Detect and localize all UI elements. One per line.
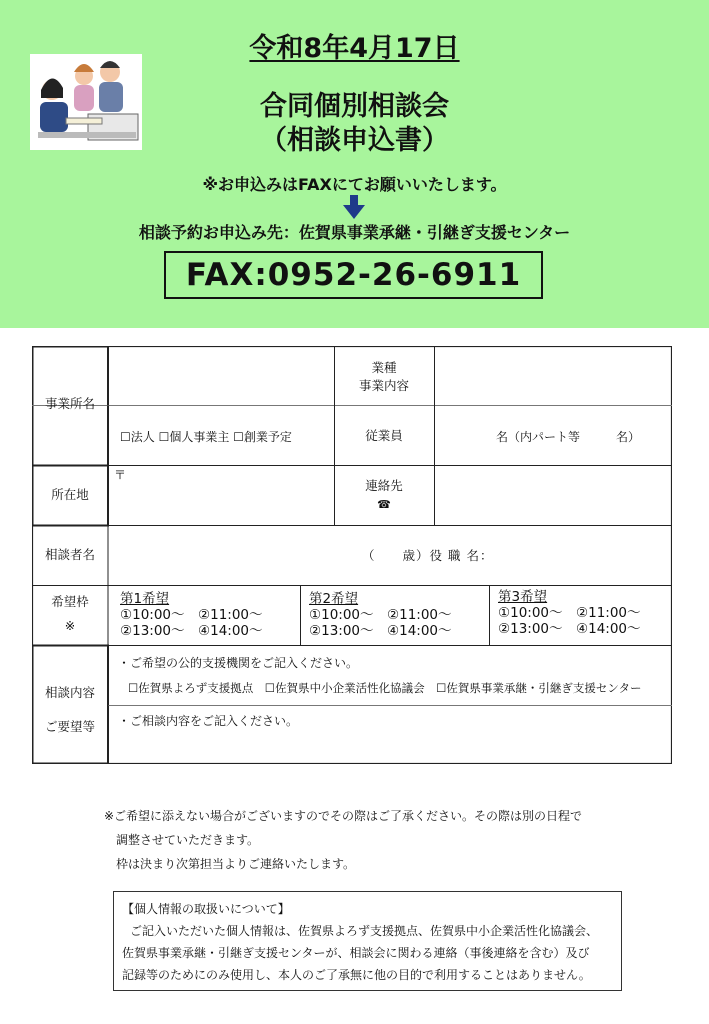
entity-type-checkboxes[interactable]: ☐法人 ☐個人事業主 ☐創業予定: [120, 430, 292, 444]
form-grid: [32, 346, 672, 764]
fax-note: ※お申込みはFAXにてお願いいたします。: [202, 175, 507, 194]
event-date: 令和8年4月17日: [249, 33, 460, 64]
choice-2[interactable]: 第2希望 ①10:00～ ②11:00～ ②13:00～ ④14:00～: [309, 591, 452, 639]
consultant-age-position: （ 歳）役 職 名：: [362, 548, 494, 563]
business-name-label: 事業所名: [44, 396, 95, 411]
employees-unit: 名（内パート等 名）: [496, 430, 641, 444]
fax-number: FAX:0952-26-6911: [164, 251, 543, 299]
industry-label: 業種 事業内容: [358, 360, 409, 393]
consultation-content-prompt: ・ご相談内容をご記入ください。: [118, 714, 299, 728]
page-title: 合同個別相談会: [260, 91, 449, 122]
application-form: [32, 346, 672, 764]
choice-1[interactable]: 第1希望 ①10:00～ ②11:00～ ②13:00～ ④14:00～: [120, 591, 263, 639]
preferred-slot-label: 希望枠 ※: [51, 594, 89, 633]
support-agency-prompt: ・ご希望の公的支援機関をご記入ください。: [118, 656, 359, 670]
postal-mark: 〒: [114, 468, 127, 482]
support-agency-checkboxes[interactable]: ☐佐賀県よろず支援拠点 ☐佐賀県中小企業活性化協議会 ☐佐賀県事業承継・引継ぎ支援センター: [128, 681, 642, 695]
address-label: 所在地: [51, 487, 89, 502]
application-destination: 相談予約お申込み先：佐賀県事業承継・引継ぎ支援センター: [138, 223, 571, 242]
phone-icon: ☎: [377, 498, 391, 511]
notes: ※ご希望に添えない場合がございますのでその際はご了承ください。その際は別の日程で 調整させていただきます。 枠は決まり次第担当よりご連絡いたします。: [104, 809, 583, 871]
page-subtitle: （相談申込書）: [260, 125, 449, 156]
privacy-heading: 【個人情報の取扱いについて】: [122, 902, 290, 916]
header-banner: [0, 0, 709, 328]
employees-label: 従業員: [365, 428, 403, 443]
privacy-notice: 【個人情報の取扱いについて】 ご記入いただいた個人情報は、佐賀県よろず支援拠点、佐賀県中小企業活性化協議会、 佐賀県事業承継・引継ぎ支援センターが、相談会に関わる連絡（事後連絡を含む）及び 記録等のためにのみ使用し、本人のご了承無に他の目的で利用することはありません。: [113, 891, 622, 991]
consultation-content-label: 相談内容 ご要望等: [44, 685, 95, 734]
consultant-name-label: 相談者名: [44, 547, 95, 562]
contact-label: 連絡先: [365, 478, 403, 493]
arrow-down-icon: [342, 195, 366, 219]
choice-3[interactable]: 第3希望 ①10:00～ ②11:00～ ②13:00～ ④14:00～: [498, 589, 641, 637]
